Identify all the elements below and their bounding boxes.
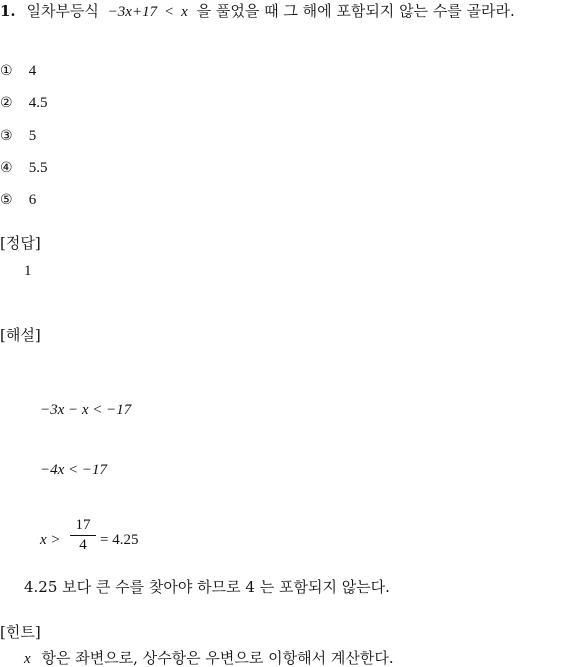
explanation-heading: [해설] <box>0 326 41 344</box>
question-suffix: 을 풀었을 때 그 해에 포함되지 않는 수를 골라라. <box>196 2 515 20</box>
choice-4 <box>0 160 48 176</box>
choice-value: 5.5 <box>28 160 48 176</box>
choice-1 <box>0 63 36 79</box>
fraction-numerator: 17 <box>75 517 91 533</box>
choice-value: 5 <box>28 128 37 144</box>
inequality-rhs: x <box>181 4 188 20</box>
inequality-operator: < <box>164 4 174 20</box>
fraction-denominator: 4 <box>79 537 87 553</box>
question-line <box>0 4 515 20</box>
explanation-step-1: −3x − x < −17 <box>40 402 132 418</box>
explanation-conclusion: 4.25 보다 큰 수를 찾아야 하므로 4 는 포함되지 않는다. <box>24 578 390 596</box>
step3-lhs: x > <box>40 532 61 548</box>
question-prefix: 일차부등식 <box>26 2 99 20</box>
choice-marker: ① <box>0 63 13 79</box>
choice-value: 4 <box>28 63 37 79</box>
fraction <box>70 518 96 553</box>
choice-marker: ② <box>0 95 13 111</box>
answer-value: 1 <box>24 263 32 279</box>
choice-marker: ⑤ <box>0 192 13 208</box>
choice-marker: ③ <box>0 128 13 144</box>
answer-heading: [정답] <box>0 234 41 252</box>
hint-text: 항은 좌변으로, 상수항은 우변으로 이항해서 계산한다. <box>41 649 394 667</box>
inequality-lhs: −3x+17 <box>107 4 158 20</box>
explanation-step-2: −4x < −17 <box>40 462 108 478</box>
question-number: 1. <box>0 2 16 20</box>
fraction-bar <box>70 535 96 536</box>
hint-variable: x <box>24 651 31 667</box>
step3-rhs: = 4.25 <box>100 532 139 548</box>
hint-line <box>24 651 394 667</box>
hint-heading: [힌트] <box>0 623 41 641</box>
choice-value: 6 <box>28 192 37 208</box>
choice-2 <box>0 95 48 111</box>
choice-3 <box>0 128 36 144</box>
choice-value: 4.5 <box>28 95 48 111</box>
choice-marker: ④ <box>0 160 13 176</box>
choice-5 <box>0 192 36 208</box>
